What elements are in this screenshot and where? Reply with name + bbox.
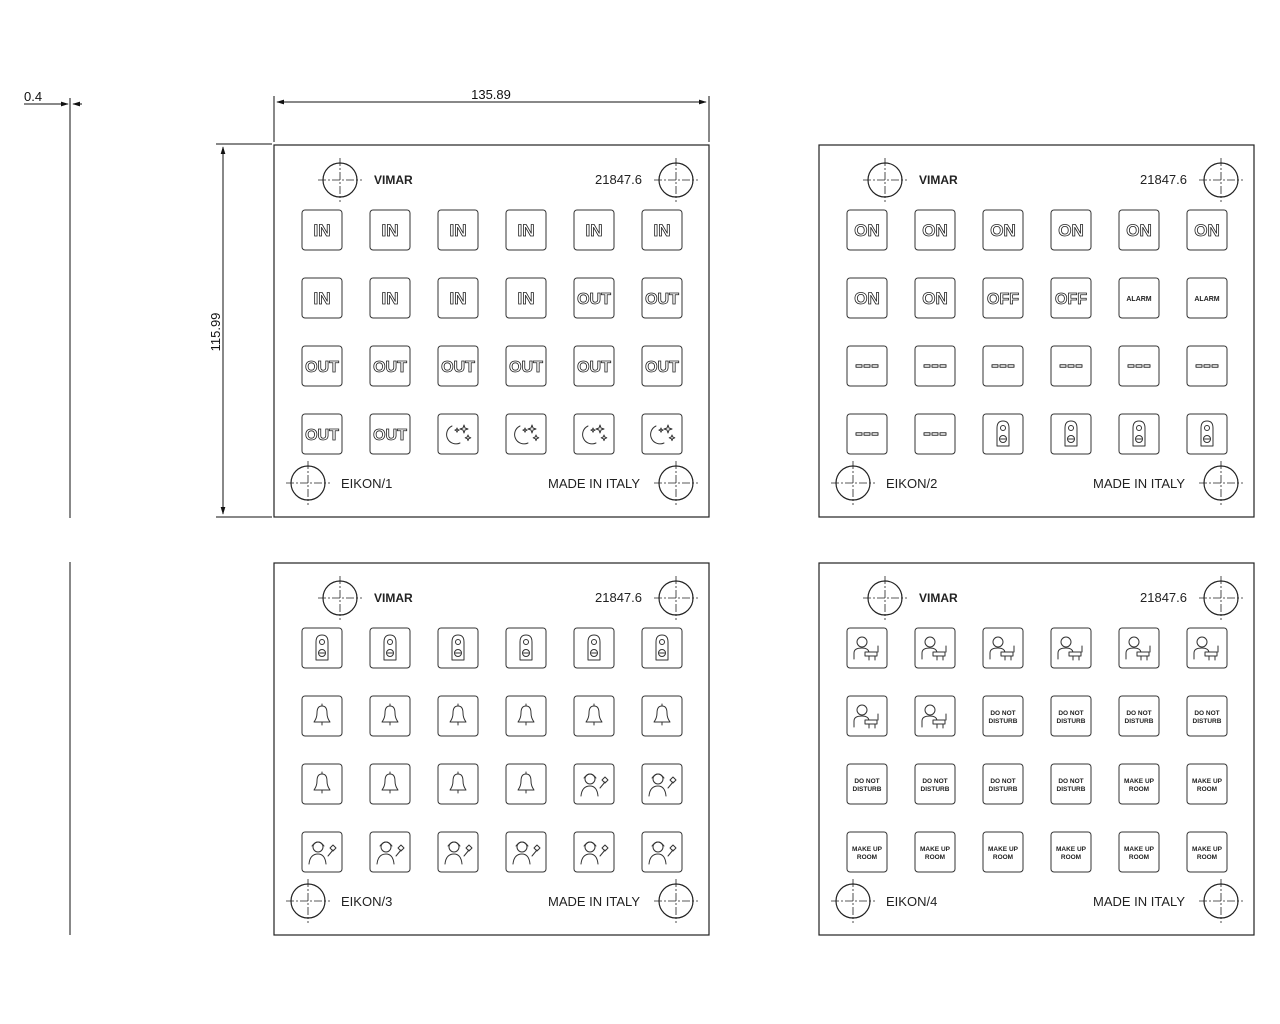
brand-label: VIMAR [374, 591, 413, 605]
key-button[interactable] [574, 346, 614, 386]
key-frame [438, 628, 478, 668]
key-label-line1: DO NOT [854, 778, 880, 785]
key-label-line2: ROOM [1196, 854, 1218, 861]
key-label-line2: ROOM [1196, 786, 1218, 793]
panel-outline [819, 563, 1254, 935]
key-frame [574, 832, 614, 872]
key-label-line1: MAKE UP [1192, 846, 1222, 853]
key-label-line1: DO NOT [990, 710, 1016, 717]
key-label: ON [922, 221, 948, 240]
key-button[interactable] [1119, 346, 1159, 386]
key-label: IN [449, 221, 467, 240]
key-label: IN [313, 289, 331, 308]
key-label: OUT [373, 359, 407, 376]
key-button[interactable] [370, 414, 410, 454]
key-frame [642, 628, 682, 668]
key-button[interactable] [302, 832, 342, 872]
key-button[interactable] [506, 210, 546, 250]
key-frame [506, 628, 546, 668]
key-label-line1: DO NOT [1126, 710, 1152, 717]
key-frame [847, 414, 887, 454]
key-frame [1119, 346, 1159, 386]
key-frame [506, 696, 546, 736]
key-frame [847, 696, 887, 736]
key-button[interactable] [1119, 628, 1159, 668]
key-frame [983, 346, 1023, 386]
key-button[interactable] [642, 210, 682, 250]
key-button[interactable] [983, 764, 1023, 804]
key-frame [1187, 414, 1227, 454]
key-button[interactable] [983, 414, 1023, 454]
key-button[interactable] [915, 414, 955, 454]
key-button[interactable] [302, 696, 342, 736]
key-button[interactable] [370, 832, 410, 872]
key-frame [370, 628, 410, 668]
key-button[interactable] [370, 764, 410, 804]
model-label: EIKON/2 [886, 476, 938, 491]
key-label: OUT [373, 427, 407, 444]
key-frame [847, 346, 887, 386]
key-frame [1119, 628, 1159, 668]
key-button[interactable] [847, 346, 887, 386]
key-button[interactable] [983, 696, 1023, 736]
model-label: EIKON/1 [341, 476, 393, 491]
key-button[interactable] [438, 414, 478, 454]
panel-2 [819, 145, 1254, 517]
key-label: ON [854, 221, 880, 240]
key-button[interactable] [1187, 628, 1227, 668]
key-frame [506, 832, 546, 872]
key-label: OUT [645, 359, 679, 376]
product-code: 21847.6 [1140, 590, 1187, 605]
key-button[interactable] [1187, 210, 1227, 250]
key-button[interactable] [642, 832, 682, 872]
key-button[interactable] [506, 346, 546, 386]
key-button[interactable] [438, 210, 478, 250]
key-button[interactable] [642, 278, 682, 318]
key-button[interactable] [506, 628, 546, 668]
key-button[interactable] [1119, 832, 1159, 872]
key-button[interactable] [1051, 414, 1091, 454]
key-button[interactable] [506, 278, 546, 318]
key-label-line1: DO NOT [922, 778, 948, 785]
key-button[interactable] [574, 628, 614, 668]
key-label-line1: DO NOT [1058, 778, 1084, 785]
key-frame [574, 696, 614, 736]
key-label-line1: DO NOT [990, 778, 1016, 785]
key-label: ON [854, 289, 880, 308]
key-frame [574, 628, 614, 668]
key-label: IN [381, 289, 399, 308]
key-button[interactable] [1051, 628, 1091, 668]
key-frame [438, 696, 478, 736]
key-label: IN [381, 221, 399, 240]
key-frame [1051, 414, 1091, 454]
key-button[interactable] [1051, 832, 1091, 872]
key-frame [642, 764, 682, 804]
key-label: IN [517, 221, 535, 240]
key-button[interactable] [847, 210, 887, 250]
key-label-line2: ROOM [924, 854, 946, 861]
key-button[interactable] [574, 278, 614, 318]
key-label: OUT [509, 359, 543, 376]
key-frame [983, 628, 1023, 668]
key-button[interactable] [574, 210, 614, 250]
key-label: ON [990, 221, 1016, 240]
key-label-line1: DO NOT [1194, 710, 1220, 717]
panels [274, 145, 1254, 935]
key-frame [1187, 628, 1227, 668]
origin-label: MADE IN ITALY [548, 476, 640, 491]
key-button[interactable] [847, 696, 887, 736]
key-label-line1: MAKE UP [852, 846, 882, 853]
panel-4 [819, 563, 1254, 935]
key-button[interactable] [302, 628, 342, 668]
key-button[interactable] [1187, 414, 1227, 454]
key-button[interactable] [574, 414, 614, 454]
key-button[interactable] [1051, 346, 1091, 386]
key-button[interactable] [370, 696, 410, 736]
key-frame [574, 764, 614, 804]
key-button[interactable] [915, 346, 955, 386]
key-frame [642, 414, 682, 454]
key-button[interactable] [1051, 278, 1091, 318]
key-label-line2: ROOM [1060, 854, 1082, 861]
key-button[interactable] [302, 278, 342, 318]
key-button[interactable] [1051, 696, 1091, 736]
key-button[interactable] [847, 832, 887, 872]
origin-label: MADE IN ITALY [548, 894, 640, 909]
key-frame [302, 832, 342, 872]
key-label-line1: MAKE UP [1192, 778, 1222, 785]
key-frame [642, 832, 682, 872]
key-frame [642, 696, 682, 736]
key-button[interactable] [642, 764, 682, 804]
key-button[interactable] [1119, 210, 1159, 250]
key-label: OFF [987, 291, 1019, 308]
key-frame [1051, 346, 1091, 386]
key-label: OUT [305, 427, 339, 444]
key-label-line2: ROOM [1128, 786, 1150, 793]
key-button[interactable] [1187, 696, 1227, 736]
key-label-line2: DISTURB [1056, 718, 1086, 725]
width-dimension: 135.89 [471, 87, 511, 102]
key-label-line2: DISTURB [988, 786, 1018, 793]
key-label: OUT [645, 291, 679, 308]
brand-label: VIMAR [919, 591, 958, 605]
key-button[interactable] [438, 628, 478, 668]
key-button[interactable] [915, 278, 955, 318]
brand-label: VIMAR [919, 173, 958, 187]
key-frame [302, 628, 342, 668]
key-button[interactable] [915, 628, 955, 668]
key-label: IN [585, 221, 603, 240]
key-button[interactable] [847, 628, 887, 668]
key-frame [915, 414, 955, 454]
key-button[interactable] [915, 210, 955, 250]
height-dimension: 115.99 [208, 312, 223, 352]
key-label-line2: ROOM [1128, 854, 1150, 861]
key-label-line1: MAKE UP [1124, 846, 1154, 853]
key-button[interactable] [983, 210, 1023, 250]
key-frame [438, 832, 478, 872]
panel-outline [819, 145, 1254, 517]
key-button[interactable] [1119, 764, 1159, 804]
key-button[interactable] [642, 414, 682, 454]
key-label-line2: DISTURB [1192, 718, 1222, 725]
key-frame [983, 414, 1023, 454]
key-frame [370, 696, 410, 736]
key-frame [302, 696, 342, 736]
key-button[interactable] [915, 832, 955, 872]
key-label-line1: MAKE UP [1124, 778, 1154, 785]
key-button[interactable] [847, 764, 887, 804]
key-label-line2: DISTURB [988, 718, 1018, 725]
key-button[interactable] [1051, 764, 1091, 804]
product-code: 21847.6 [595, 590, 642, 605]
key-button[interactable] [1119, 414, 1159, 454]
key-frame [438, 414, 478, 454]
key-button[interactable] [438, 764, 478, 804]
key-label: OUT [577, 291, 611, 308]
key-button[interactable] [642, 346, 682, 386]
key-frame [915, 628, 955, 668]
key-frame [915, 696, 955, 736]
key-button[interactable] [574, 832, 614, 872]
key-label-line2: DISTURB [1124, 718, 1154, 725]
key-button[interactable] [983, 628, 1023, 668]
key-button[interactable] [574, 764, 614, 804]
key-label: IN [653, 221, 671, 240]
key-frame [506, 414, 546, 454]
key-button[interactable] [370, 628, 410, 668]
product-code: 21847.6 [1140, 172, 1187, 187]
key-button[interactable] [983, 832, 1023, 872]
key-button[interactable] [642, 628, 682, 668]
model-label: EIKON/4 [886, 894, 938, 909]
key-button[interactable] [915, 764, 955, 804]
key-button[interactable] [915, 696, 955, 736]
key-button[interactable] [1051, 210, 1091, 250]
key-button[interactable] [302, 346, 342, 386]
key-label: OUT [577, 359, 611, 376]
key-frame [915, 346, 955, 386]
key-button[interactable] [506, 696, 546, 736]
brand-label: VIMAR [374, 173, 413, 187]
key-frame [370, 832, 410, 872]
key-button[interactable] [847, 414, 887, 454]
key-label: ON [922, 289, 948, 308]
key-frame [1187, 346, 1227, 386]
key-label-line1: MAKE UP [920, 846, 950, 853]
key-button[interactable] [302, 210, 342, 250]
key-label: ON [1194, 221, 1220, 240]
key-frame [847, 628, 887, 668]
key-label-line2: DISTURB [1056, 786, 1086, 793]
panel-1 [274, 145, 709, 517]
key-button[interactable] [1187, 278, 1227, 318]
key-button[interactable] [847, 278, 887, 318]
key-frame [370, 764, 410, 804]
key-label: IN [313, 221, 331, 240]
key-button[interactable] [302, 764, 342, 804]
key-frame [574, 414, 614, 454]
key-button[interactable] [983, 346, 1023, 386]
key-button[interactable] [642, 696, 682, 736]
key-label-line2: ROOM [856, 854, 878, 861]
panel-3 [274, 563, 709, 935]
key-label-line2: DISTURB [920, 786, 950, 793]
key-label-line1: MAKE UP [988, 846, 1018, 853]
key-button[interactable] [302, 414, 342, 454]
key-button[interactable] [574, 696, 614, 736]
key-button[interactable] [506, 764, 546, 804]
key-button[interactable] [506, 832, 546, 872]
key-label: ON [1058, 221, 1084, 240]
key-button[interactable] [1187, 764, 1227, 804]
key-button[interactable] [438, 278, 478, 318]
key-button[interactable] [983, 278, 1023, 318]
key-label-line1: MAKE UP [1056, 846, 1086, 853]
key-button[interactable] [370, 346, 410, 386]
origin-label: MADE IN ITALY [1093, 476, 1185, 491]
key-button[interactable] [1187, 832, 1227, 872]
panel-outline [274, 145, 709, 517]
key-label-line2: DISTURB [852, 786, 882, 793]
product-code: 21847.6 [595, 172, 642, 187]
key-label: IN [449, 289, 467, 308]
key-label-line1: DO NOT [1058, 710, 1084, 717]
key-button[interactable] [438, 696, 478, 736]
key-frame [302, 764, 342, 804]
key-button[interactable] [506, 414, 546, 454]
key-frame [506, 764, 546, 804]
key-frame [1051, 628, 1091, 668]
key-button[interactable] [370, 278, 410, 318]
key-label: ALARM [1126, 296, 1152, 303]
key-frame [1119, 414, 1159, 454]
key-label-line2: ROOM [992, 854, 1014, 861]
key-button[interactable] [1187, 346, 1227, 386]
key-label: IN [517, 289, 535, 308]
panel-outline [274, 563, 709, 935]
key-button[interactable] [1119, 278, 1159, 318]
key-label: OUT [305, 359, 339, 376]
key-frame [438, 764, 478, 804]
key-button[interactable] [438, 346, 478, 386]
thickness-dimension: 0.4 [24, 89, 43, 104]
key-label: OUT [441, 359, 475, 376]
key-button[interactable] [1119, 696, 1159, 736]
origin-label: MADE IN ITALY [1093, 894, 1185, 909]
key-label: ON [1126, 221, 1152, 240]
key-label: ALARM [1194, 296, 1220, 303]
model-label: EIKON/3 [341, 894, 393, 909]
key-button[interactable] [370, 210, 410, 250]
key-label: OFF [1055, 291, 1087, 308]
key-button[interactable] [438, 832, 478, 872]
